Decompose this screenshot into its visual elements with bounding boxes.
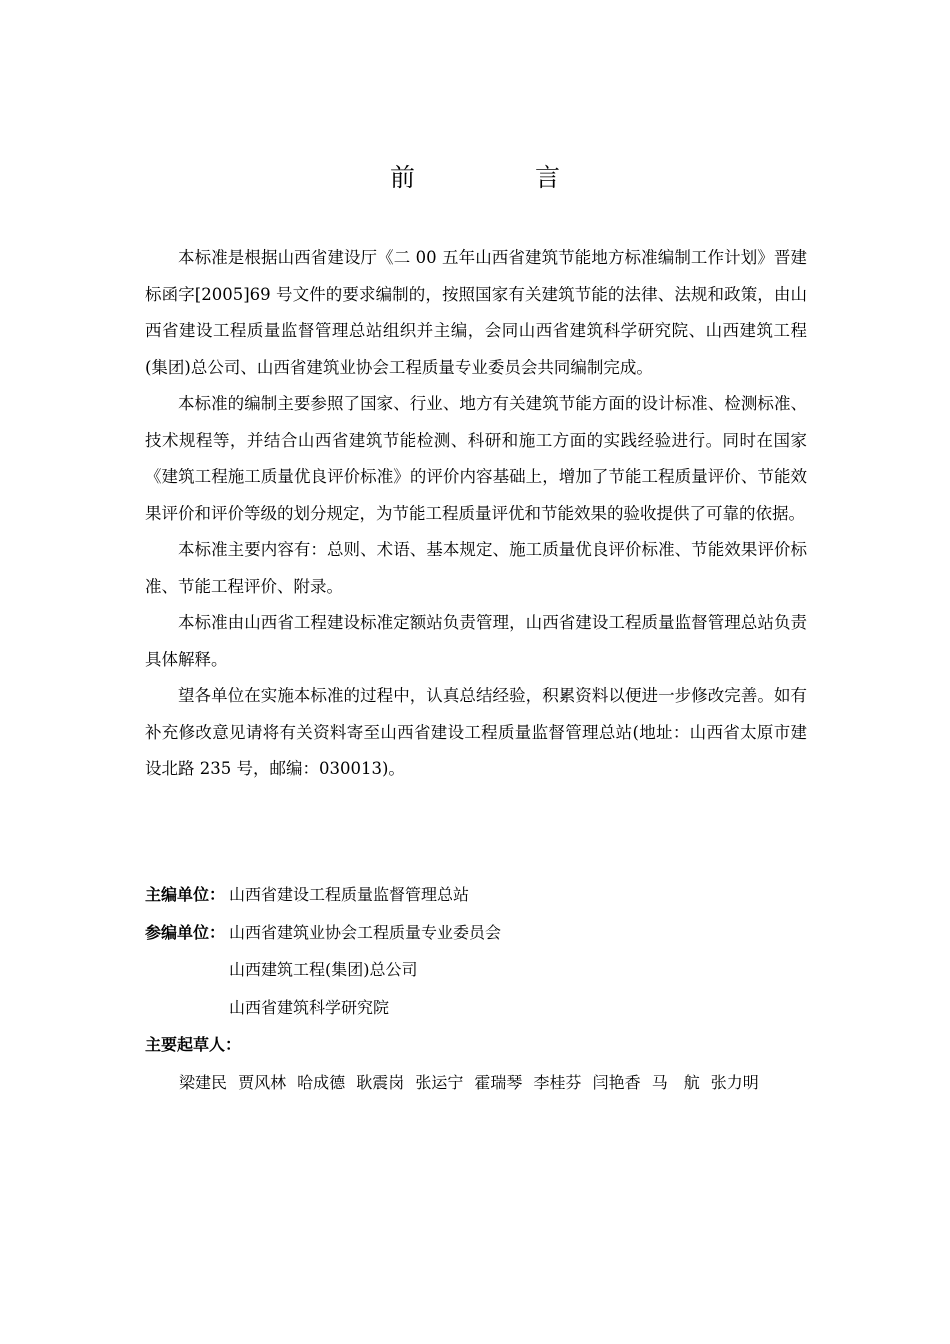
co-editor-value: 山西建筑工程(集团)总公司 <box>229 960 418 979</box>
page-title: 前 言 <box>390 163 616 192</box>
paragraph: 本标准的编制主要参照了国家、行业、地方有关建筑节能方面的设计标准、检测标准、技术规程等，并结合山西省建筑节能检测、科研和施工方面的实践经验进行。同时在国家《建筑工程施工质量优良评价标准》的评价内容基础上，增加了节能工程质量评价、节能效果评价和评价等级的划分规定，为节能工程质量评优和节能效果的验收提供了可靠的依据。 <box>145 394 807 523</box>
co-editor-value: 山西省建筑业协会工程质量专业委员会 <box>229 922 502 942</box>
drafters-label: 主要起草人： <box>145 1035 242 1054</box>
co-editor-value: 山西省建筑科学研究院 <box>229 997 390 1017</box>
paragraph: 本标准由山西省工程建设标准定额站负责管理，山西省建设工程质量监督管理总站负责具体解释。 <box>145 613 807 669</box>
editing-units <box>145 876 807 1101</box>
co-editors-row <box>145 914 807 952</box>
chief-editor-label: 主编单位： <box>145 885 226 904</box>
chief-editor-row <box>145 876 807 914</box>
co-editors-label: 参编单位： <box>145 922 226 942</box>
preface-body <box>145 240 807 788</box>
paragraph: 本标准主要内容有：总则、术语、基本规定、施工质量优良评价标准、节能效果评价标准、节能工程评价、附录。 <box>145 540 807 596</box>
paragraph: 本标准是根据山西省建设厅《二 00 五年山西省建筑节能地方标准编制工作计划》晋建标函字[2005]69 号文件的要求编制的，按照国家有关建筑节能的法律、法规和政策，由山西省建设工程质量监督管理总站组织并主编，会同山西省建筑科学研究院、山西建筑工程(集团)总公司、山西省建筑业协会工程质量专业委员会共同编制完成。 <box>145 248 807 377</box>
paragraph: 望各单位在实施本标准的过程中，认真总结经验，积累资料以便进一步修改完善。如有补充修改意见请将有关资料寄至山西省建设工程质量监督管理总站(地址：山西省太原市建设北路 235 号，邮编：030013)。 <box>145 686 807 778</box>
drafters-names: 梁建民 贾风林 哈成德 耿震岗 张运宁 霍瑞琴 李桂芬 闫艳香 马 航 张力明 <box>179 1072 759 1092</box>
chief-editor-value: 山西省建设工程质量监督管理总站 <box>229 885 470 904</box>
